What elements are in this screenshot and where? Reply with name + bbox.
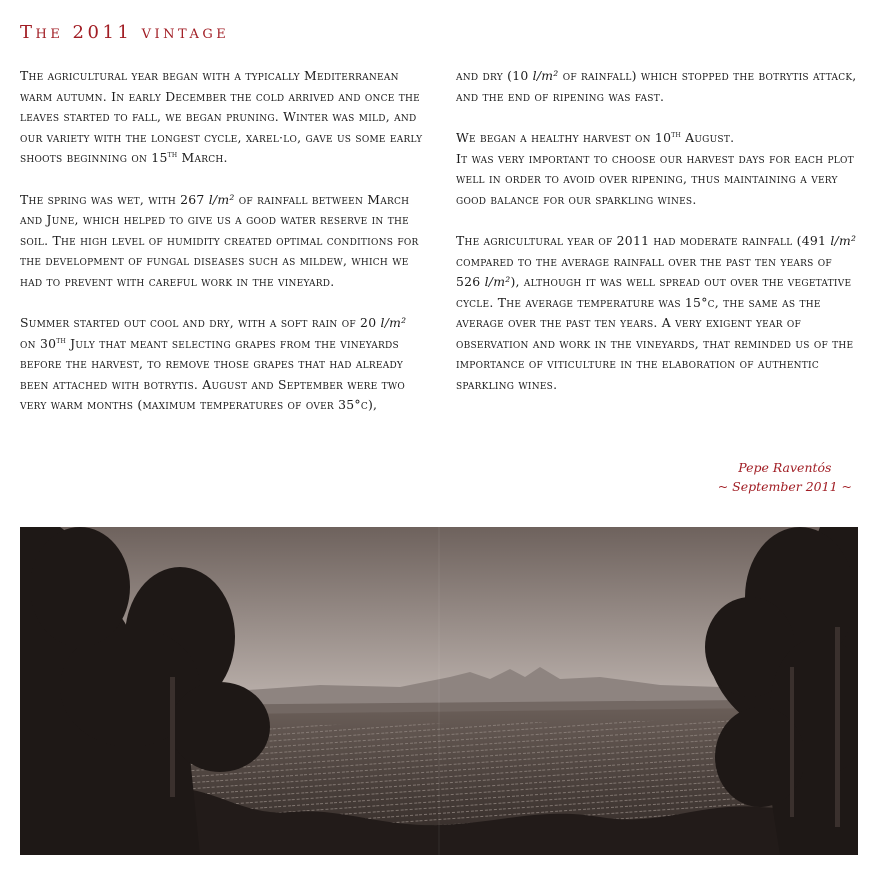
paragraph-text: The spring was wet, with 267 [20, 191, 209, 207]
paragraph [20, 313, 424, 416]
paragraph-text: and dry (10 [456, 68, 533, 83]
paragraph-text: July that meant selecting grapes from the vineyards before the harvest, to remove those grapes that had already been attached with botrytis. August and September were two very warm months (maximum temperatures of over 35°c), [20, 335, 405, 412]
signature [718, 458, 852, 496]
paragraph-text: Summer started out cool and dry, with a soft rain of 20 [20, 315, 381, 330]
paragraph-text: August. [680, 130, 735, 145]
paragraph-text: We began a healthy harvest on 10 [456, 130, 672, 145]
unit-text: l/m² [830, 233, 857, 248]
unit-text: l/m² [208, 191, 235, 207]
right-column [456, 66, 860, 416]
paragraph-text: of rainfall) which stopped the botrytis attack, and the end of ripening was fast. [456, 68, 857, 104]
ordinal-suffix: th [56, 335, 66, 345]
page-title: The 2011 vintage [20, 22, 230, 43]
paragraph [456, 66, 860, 107]
paragraph [456, 128, 860, 210]
paragraph-text: The agricultural year began with a typically Mediterranean warm autumn. In early December the cold arrived and once the leaves started to fall, we began pruning. Winter was mild, and our variety with the longest cycle, xarel·lo, gave us some early shoots beginning on 15 [20, 68, 423, 165]
paragraph-text: March. [177, 150, 228, 165]
paragraph-text: The agricultural year of 2011 had moderate rainfall (491 [456, 233, 831, 248]
vineyard-panorama-illustration [20, 527, 858, 855]
paragraph [20, 190, 424, 293]
paragraph-text: of rainfall between March and June, which helped to give us a good water reserve in the soil. The high level of humidity created optimal conditions for the development of fungal diseases such as mildew, which we had to prevent with careful work in the vineyard. [20, 191, 419, 289]
unit-text: l/m² [532, 68, 559, 83]
paragraph [20, 66, 424, 169]
left-column [20, 66, 424, 437]
paragraph [456, 231, 860, 395]
ordinal-suffix: th [167, 149, 178, 159]
signature-date: ~ September 2011 ~ [717, 479, 852, 494]
paragraph-text: It was very important to choose our harvest days for each plot well in order to avoid over ripening, thus maintaining a very good balance for our sparkling wines. [456, 150, 854, 207]
paragraph-text: compared to the average rainfall over the past ten years of 526 [456, 253, 832, 289]
paragraph-text: ), although it was well spread out over the vegetative cycle. The average temperature was 15°c, the same as the average over the past ten years. A very exigent year of observation and work in the vineyards, that reminded us of the importance of viticulture in the elaboration of authentic sparkling wines. [456, 274, 854, 392]
vineyard-panorama-photo [20, 527, 858, 855]
signature-name: Pepe Raventós [738, 460, 832, 475]
ordinal-suffix: th [671, 129, 681, 139]
paragraph-text: on 30 [20, 335, 57, 351]
unit-text: l/m² [380, 315, 407, 330]
unit-text: l/m² [484, 274, 511, 289]
